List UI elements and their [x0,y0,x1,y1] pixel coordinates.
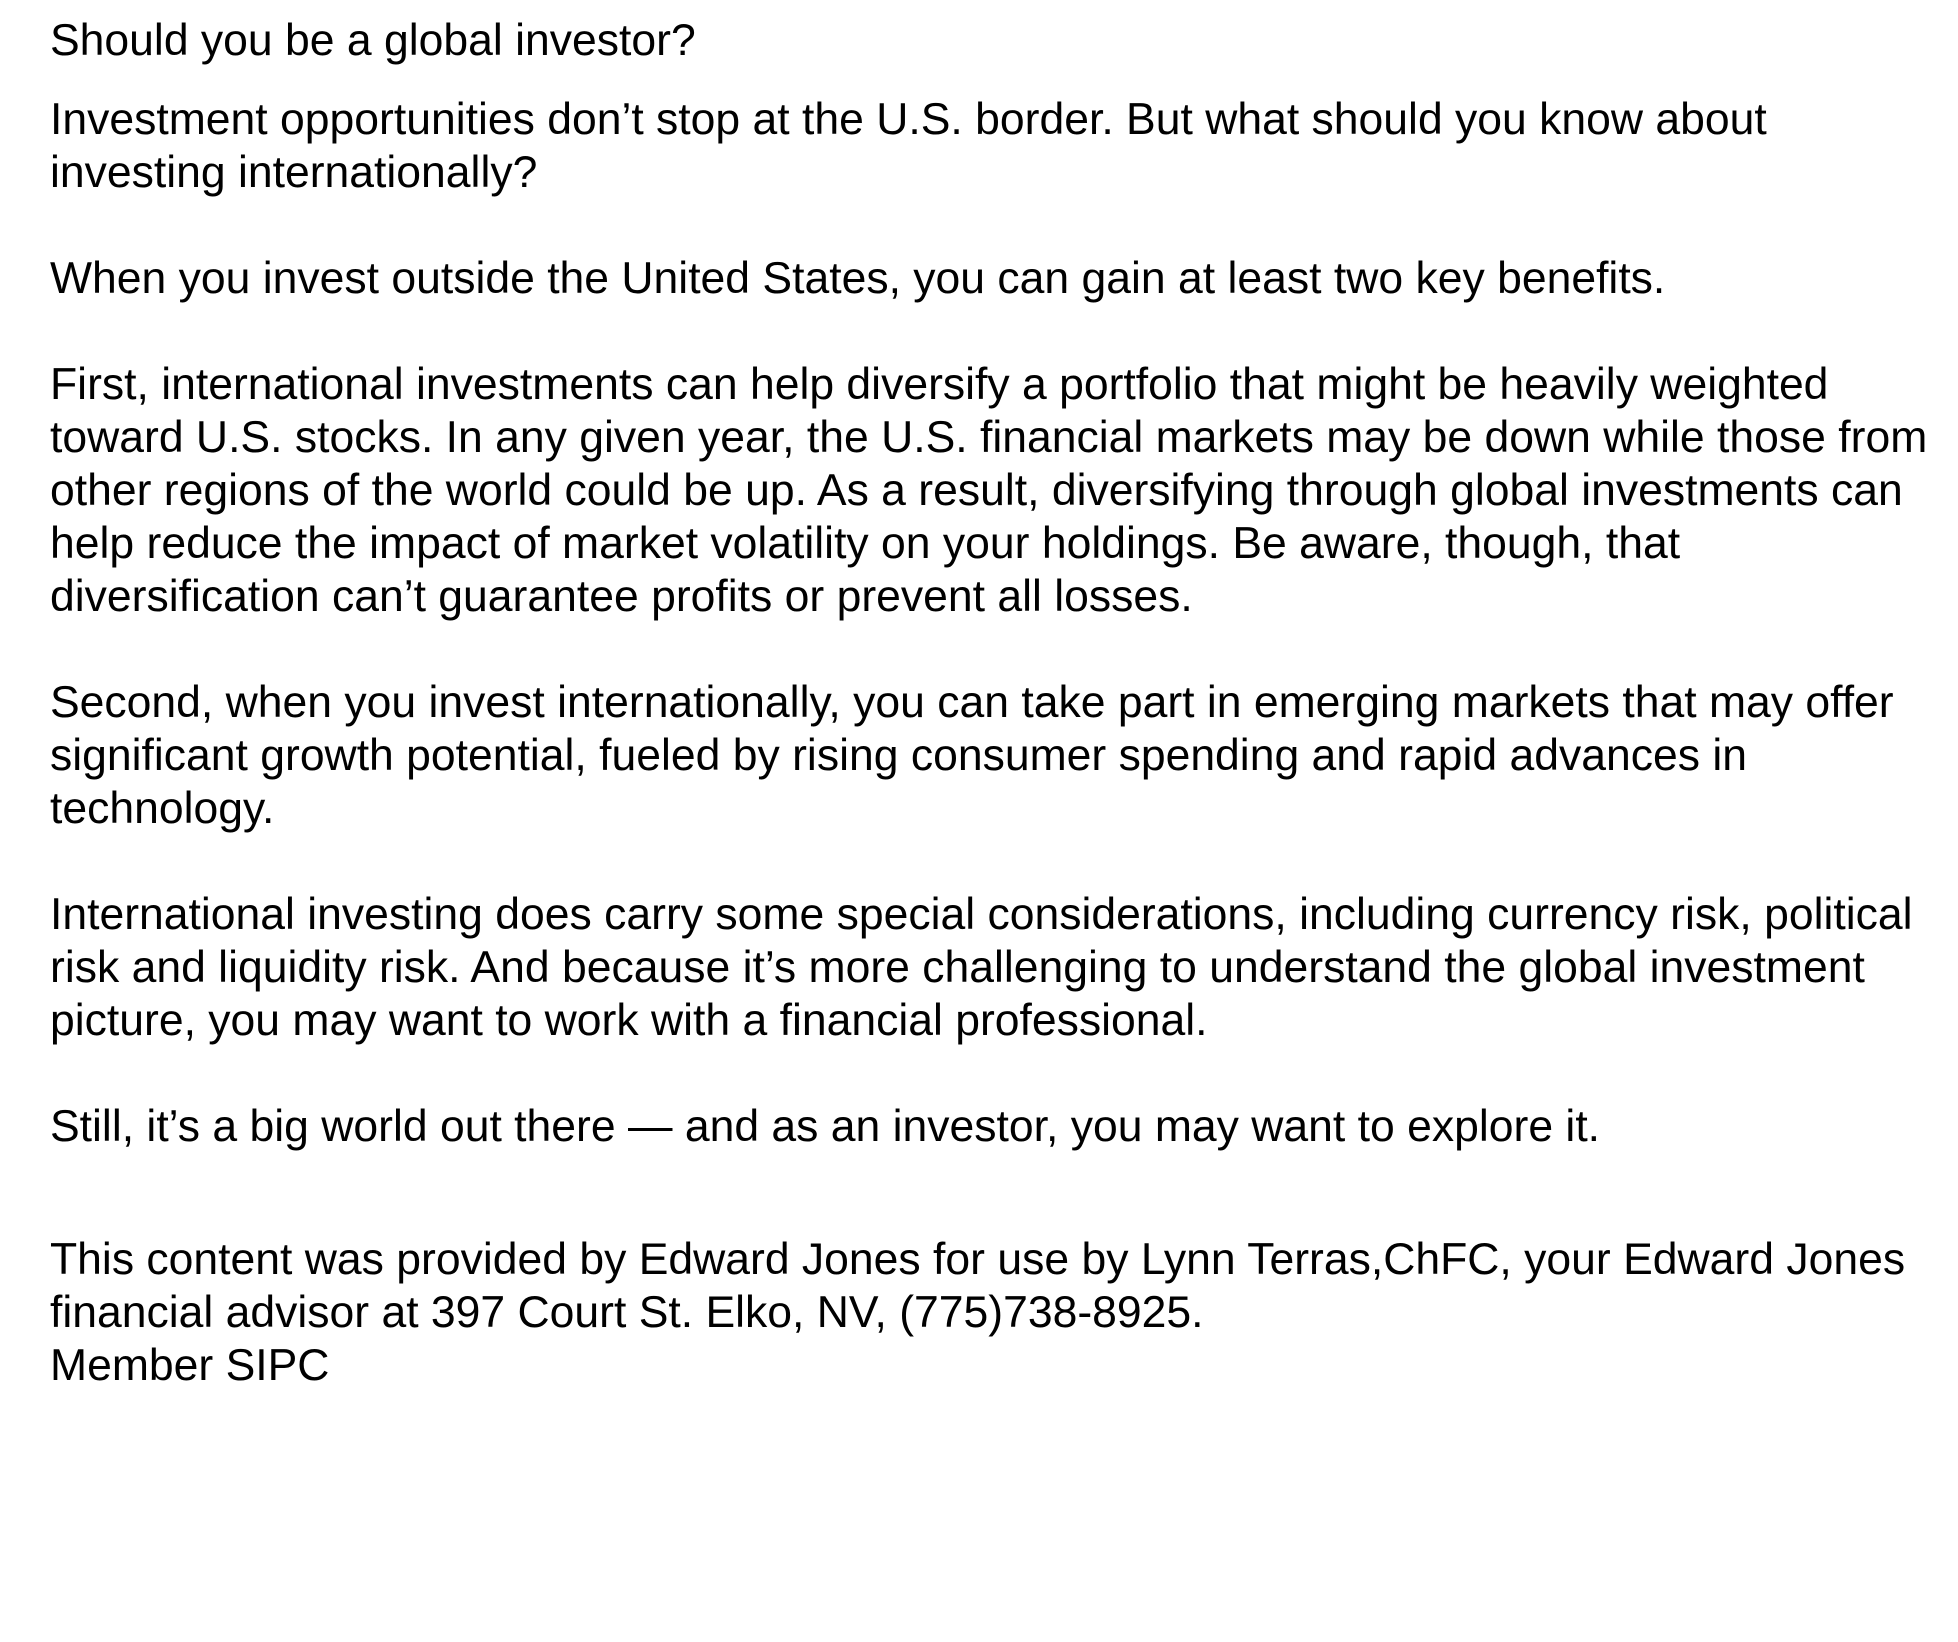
paragraph-diversification: First, international investments can help diversify a portfolio that might be heavily weighted toward U.S. stocks. In any given year, the U.S. financial markets may be down while those from other regions of the world could be up. As a result, diversifying through global investments can help reduce the impact of market volatility on your holdings. Be aware, though, that diversification can’t guarantee profits or prevent all losses. [50,360,1928,621]
paragraph-emerging-markets: Second, when you invest internationally, you can take part in emerging markets that may offer significant growth potential, fueled by rising consumer spending and rapid advances in technology. [50,678,1894,833]
paragraph-conclusion: Still, it’s a big world out there — and as an investor, you may want to explore it. [50,1102,1601,1151]
paragraph-intro: Investment opportunities don’t stop at the U.S. border. But what should you know about investing internationally? [50,95,1767,197]
paragraph-benefits-intro: When you invest outside the United States, you can gain at least two key benefits. [50,254,1666,303]
paragraph-risks: International investing does carry some special considerations, including currency risk, political risk and liquidity risk. And because it’s more challenging to understand the global investment picture, you may want to work with a financial professional. [50,890,1913,1045]
footer-member-sipc: Member SIPC [50,1341,330,1390]
document-body [50,14,1930,1392]
document-title: Should you be a global investor? [50,16,696,65]
footer-attribution: This content was provided by Edward Jones for use by Lynn Terras,ChFC, your Edward Jones financial advisor at 397 Court St. Elko, NV, (775)738-8925. [50,1235,1906,1337]
